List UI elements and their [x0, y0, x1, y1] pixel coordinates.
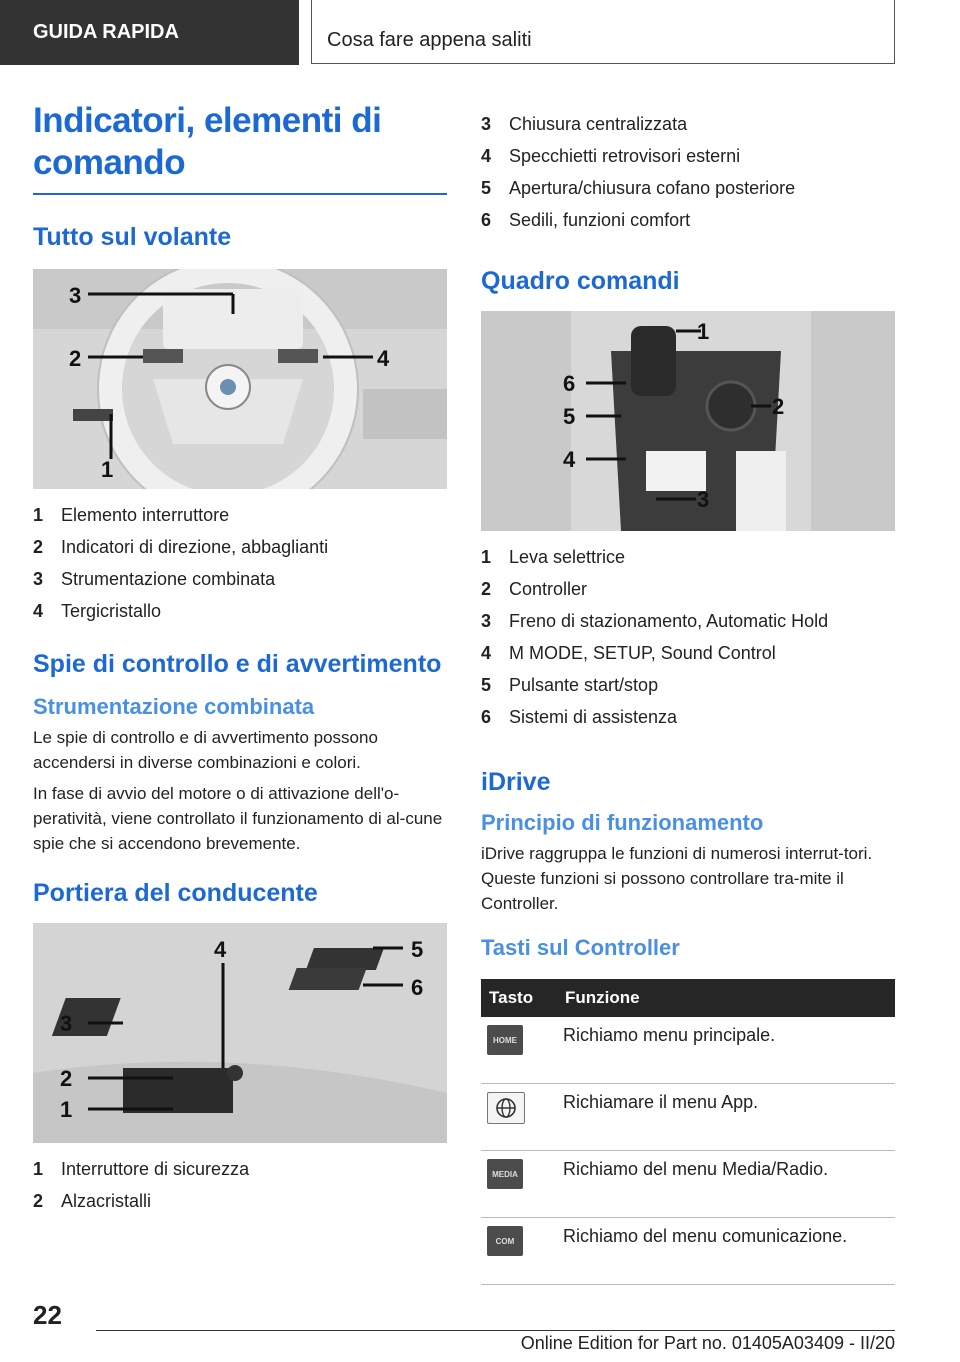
callout-1: 1	[101, 457, 114, 482]
door-panel-illustration	[33, 923, 447, 1143]
idrive-subheading: Principio di funzionamento	[481, 810, 764, 835]
table-row	[481, 1084, 895, 1151]
legend-item: 5 Pulsante start/stop	[481, 675, 659, 695]
warning-paragraph-1: Le spie di controllo e di avvertimento possono accendersi in diverse combinazioni e colori.	[33, 728, 378, 772]
legend-item: 3 Chiusura centralizzata	[481, 114, 688, 134]
callout-3: 3	[60, 1011, 73, 1036]
legend-item: 2 Controller	[481, 579, 588, 599]
legend-item: 1 Leva selettrice	[481, 547, 626, 567]
callout-3: 3	[69, 283, 82, 308]
legend-item: 6 Sistemi di assistenza	[481, 707, 678, 727]
callout-1: 1	[60, 1097, 73, 1122]
warning-paragraph-2: In fase di avvio del motore o di attivazione dell'o-peratività, viene controllato il funzionamento di al-cune spie che si accendono brevemente.	[33, 784, 443, 853]
warning-subheading: Strumentazione combinata	[33, 694, 315, 719]
console-illustration	[481, 311, 895, 531]
legend-item: 4 M MODE, SETUP, Sound Control	[481, 643, 776, 663]
console-image	[481, 311, 895, 531]
legend-item: 4 Specchietti retrovisori esterni	[481, 146, 741, 166]
legend-item: 4 Tergicristallo	[33, 601, 162, 621]
legend-item: 2 Indicatori di direzione, abbaglianti	[33, 537, 329, 557]
keys-heading: Tasti sul Controller	[481, 935, 680, 960]
console-heading: Quadro comandi	[481, 267, 680, 295]
app-globe-key-icon	[487, 1092, 525, 1124]
callout-6: 6	[563, 371, 576, 396]
idrive-heading: iDrive	[481, 768, 551, 796]
steering-legend	[33, 499, 447, 627]
steering-wheel-image	[33, 269, 447, 489]
key-function: Richiamo menu principale.	[557, 1017, 895, 1084]
page-number: 22	[33, 1300, 62, 1330]
key-function: Richiamare il menu App.	[557, 1084, 895, 1151]
legend-item: 3 Strumentazione combinata	[33, 569, 276, 589]
table-row	[481, 1017, 895, 1084]
legend-item: 1 Elemento interruttore	[33, 505, 230, 525]
media-key-icon: MEDIA	[487, 1159, 523, 1189]
com-key-icon: COM	[487, 1226, 523, 1256]
title-rule	[33, 193, 447, 195]
door-legend	[33, 1153, 447, 1217]
header-section-tab: GUIDA RAPIDA	[0, 0, 299, 65]
callout-5: 5	[563, 404, 576, 429]
page-title: Indicatori, elementi di comando	[33, 101, 382, 182]
door-heading: Portiera del conducente	[33, 879, 318, 907]
key-function: Richiamo del menu comunicazione.	[557, 1218, 895, 1285]
legend-item: 5 Apertura/chiusura cofano posteriore	[481, 178, 796, 198]
callout-4: 4	[563, 447, 576, 472]
idrive-paragraph: iDrive raggruppa le funzioni di numerosi interrut-tori. Queste funzioni si possono controllare tra-mite il Controller.	[481, 844, 873, 913]
legend-item: 6 Sedili, funzioni comfort	[481, 210, 691, 230]
key-function: Richiamo del menu Media/Radio.	[557, 1151, 895, 1218]
table-row	[481, 1218, 895, 1285]
home-key-icon: HOME	[487, 1025, 523, 1055]
header-chapter-box	[311, 0, 895, 64]
right-column	[481, 108, 895, 1285]
steering-wheel-illustration	[33, 269, 447, 489]
console-legend	[481, 541, 895, 733]
controller-keys-table	[481, 979, 895, 1285]
warning-heading: Spie di controllo e di avvertimento	[33, 650, 442, 678]
legend-item: 2 Alzacristalli	[33, 1191, 152, 1211]
callout-1: 1	[697, 319, 710, 344]
callout-4: 4	[377, 346, 390, 371]
callout-3: 3	[697, 487, 710, 512]
steering-legend-continued	[481, 108, 895, 236]
callout-5: 5	[411, 937, 424, 962]
table-header-row	[481, 979, 895, 1017]
callout-2: 2	[772, 394, 785, 419]
callout-2: 2	[60, 1066, 73, 1091]
footer-edition: Online Edition for Part no. 01405A03409 - II/20	[96, 1330, 895, 1354]
column-header-tasto: Tasto	[481, 979, 557, 1017]
door-panel-image	[33, 923, 447, 1143]
steering-heading: Tutto sul volante	[33, 223, 232, 251]
column-header-funzione: Funzione	[557, 979, 895, 1017]
callout-6: 6	[411, 975, 424, 1000]
callout-4: 4	[214, 937, 227, 962]
header-chapter: Cosa fare appena saliti	[327, 29, 532, 51]
legend-item: 3 Freno di stazionamento, Automatic Hold	[481, 611, 829, 631]
callout-2: 2	[69, 346, 82, 371]
table-row	[481, 1151, 895, 1218]
left-column	[33, 100, 447, 1217]
legend-item: 1 Interruttore di sicurezza	[33, 1159, 250, 1179]
